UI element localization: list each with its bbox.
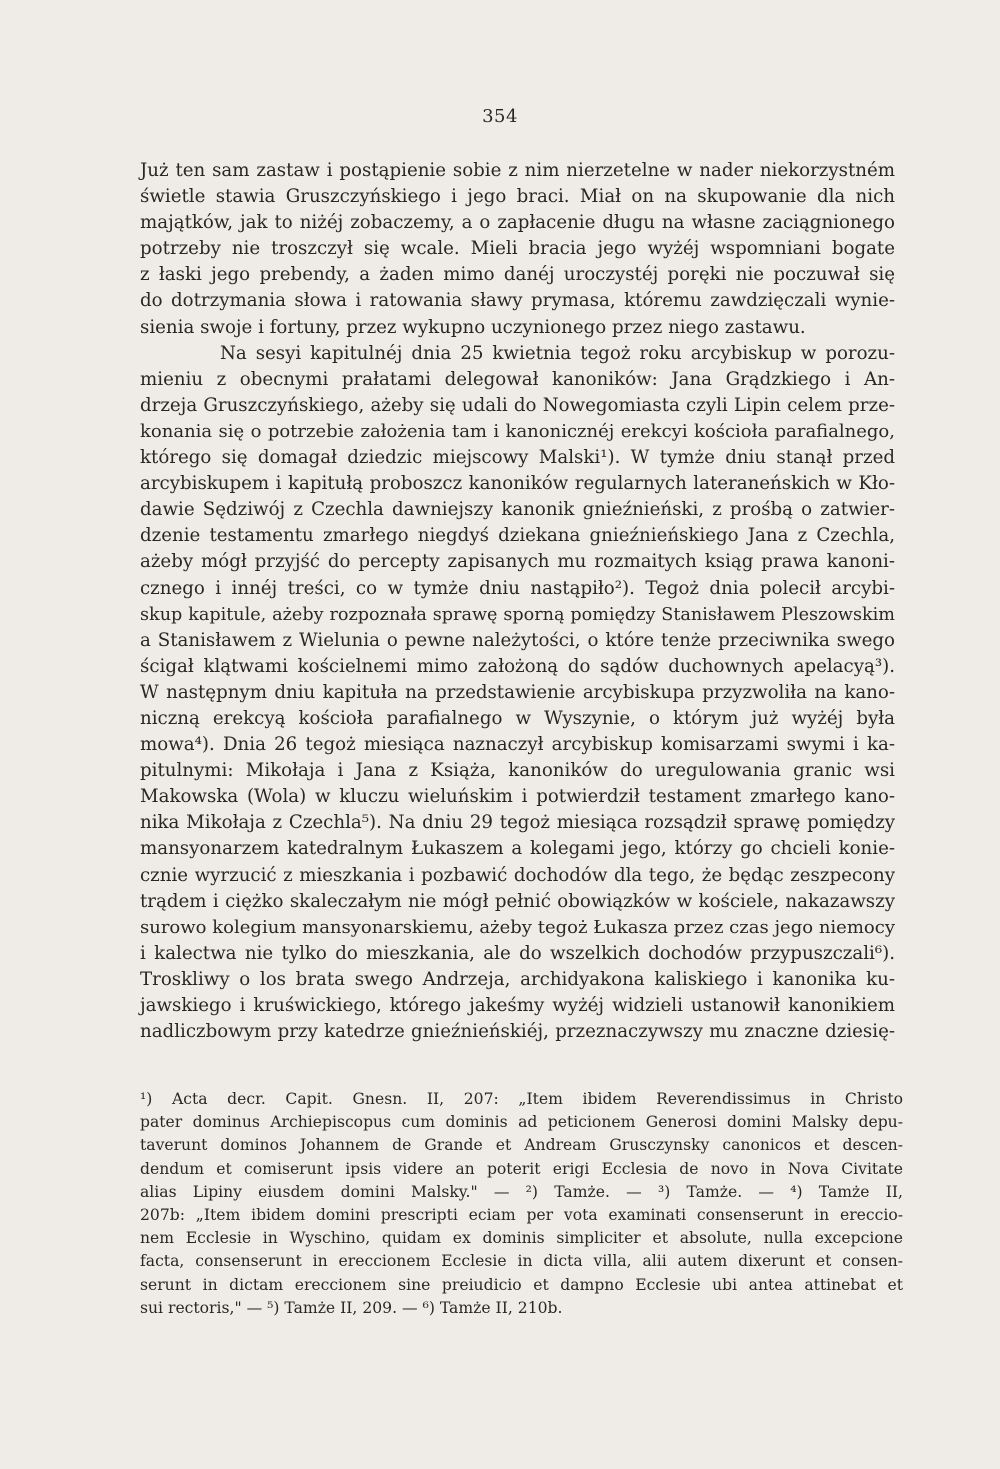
body-text-line: cznego i innéj treści, co w tymże dniu nastąpiło²). Tegoż dnia polecił arcybi- [140,577,895,599]
body-text-line: Troskliwy o los brata swego Andrzeja, archidyakona kaliskiego i kanonika ku- [140,968,895,990]
body-text-line: którego się domagał dziedzic miejscowy Malski¹). W tymże dniu stanął przed [140,447,895,469]
body-text-line: Już ten sam zastaw i postąpienie sobie z nim nierzetelne w nader niekorzystném [140,160,895,181]
body-text-line: Na sesyi kapitulnéj dnia 25 kwietnia tegoż roku arcybiskup w porozu- [220,342,895,364]
footnote-line: serunt in dictam ereccionem sine preiudicio et dampno Ecclesie ubi antea attinebat et [140,1275,903,1294]
body-text-line: trądem i ciężko skaleczałym nie mógł pełnić obowiązków w kościele, nakazawszy [140,890,895,912]
body-text-line: do dotrzymania słowa i ratowania sławy prymasa, któremu zawdzięczali wynie- [140,290,895,312]
body-text [140,158,895,1045]
body-text-line: arcybiskupem i kapitułą proboszcz kanoników regularnych lateraneńskich w Kło- [140,473,895,495]
body-text-line: cznie wyrzucić z mieszkania i pozbawić dochodów dla tego, że będąc zeszpecony [140,864,895,886]
body-text-line: niczną erekcyą kościoła parafialnego w Wyszynie, o którym już wyżéj była [140,707,895,729]
body-text-line: nadliczbowym przy katedrze gnieźnieńskiéj, przeznaczywszy mu znaczne dziesię- [140,1021,895,1043]
footnotes [140,1088,903,1320]
footnote-line: alias Lipiny eiusdem domini Malsky." — ²) Tamże. — ³) Tamże. — ⁴) Tamże II, [140,1182,903,1201]
body-text-line: dawie Sędziwój z Czechla dawniejszy kanonik gnieźnieński, z prośbą o zatwier- [140,499,895,521]
footnote-line: facta, consenserunt in ereccionem Ecclesie in dicta villa, alii autem dixerunt et consen- [140,1252,903,1271]
body-text-line: potrzeby nie troszczył się wcale. Mieli bracia jego wyżéj wspomniani bogate [140,238,895,260]
body-text-line: konania się o potrzebie założenia tam i kanonicznéj erekcyi kościoła parafialnego, [140,420,895,442]
body-text-line: Makowska (Wola) w kluczu wieluńskim i potwierdził testament zmarłego kano- [140,786,895,808]
page-number: 354 [482,106,518,127]
body-text-line: surowo kolegium mansyonarskiemu, ażeby tegoż Łukasza przez czas jego niemocy [140,916,895,938]
body-text-line: dzenie testamentu zmarłego niegdyś dziekana gnieźnieńskiego Jana z Czechla, [140,525,895,547]
body-text-line: ażeby mógł przyjść do percepty zapisanych mu rozmaitych ksiąg prawa kanoni- [140,551,895,573]
body-text-line: drzeja Gruszczyńskiego, ażeby się udali do Nowegomiasta czyli Lipin celem prze- [140,394,895,416]
body-text-line: nika Mikołaja z Czechla⁵). Na dniu 29 tegoż miesiąca rozsądził sprawę pomiędzy [140,812,895,834]
body-text-line: sienia swoje i fortuny, przez wykupno uczynionego przez niego zastawu. [140,316,806,338]
body-text-line: pitulnymi: Mikołaja i Jana z Książa, kanoników do uregulowania granic wsi [140,760,895,782]
body-text-line: mansyonarzem katedralnym Łukaszem a kolegami jego, którzy go chcieli konie- [140,838,895,860]
body-text-line: a Stanisławem z Wielunia o pewne należytości, o które tenże przeciwnika swego [140,629,895,651]
body-text-line: majątków, jak to niżéj zobaczemy, a o zapłacenie długu na własne zaciągnionego [140,212,895,234]
footnote-line: taverunt dominos Johannem de Grande et Andream Grusczynsky canonicos et descen- [140,1136,903,1155]
body-text-line: W następnym dniu kapituła na przedstawienie arcybiskupa przyzwoliła na kano- [140,681,895,703]
body-text-line: mowa⁴). Dnia 26 tegoż miesiąca naznaczył arcybiskup komisarzami swymi i ka- [140,734,895,756]
body-text-line: skup kapitule, ażeby rozpoznała sprawę sporną pomiędzy Stanisławem Pleszowskim [140,604,895,625]
footnote-line: ¹) Acta decr. Capit. Gnesn. II, 207: „Item ibidem Reverendissimus in Christo [140,1090,903,1108]
body-text-line: jawskiego i kruświckiego, którego jakeśmy wyżéj widzieli ustanowił kanonikiem [140,995,895,1016]
body-text-line: i kalectwa nie tylko do mieszkania, ale do wszelkich dochodów przypuszczali⁶). [140,942,895,964]
body-text-line: świetle stawia Gruszczyńskiego i jego braci. Miał on na skupowanie dla nich [140,186,895,208]
footnote-line: nem Ecclesie in Wyschino, quidam ex dominis simpliciter et absolute, nulla excepcione [140,1229,903,1248]
footnote-line: dendum et comiserunt ipsis videre an poterit erigi Ecclesia de novo in Nova Civitate [140,1159,903,1178]
footnote-line: 207b: „Item ibidem domini prescripti eciam per vota examinati consenserunt in ereccio- [140,1206,903,1225]
body-text-line: mieniu z obecnymi prałatami delegował kanoników: Jana Grądzkiego i An- [140,368,895,390]
footnote-line: sui rectoris," — ⁵) Tamże II, 209. — ⁶) Tamże II, 210b. [140,1298,563,1317]
footnote-line: pater dominus Archiepiscopus cum dominis ad peticionem Generosi domini Malsky depu- [140,1113,903,1132]
body-text-line: z łaski jego prebendy, a żaden mimo danéj uroczystéj poręki nie poczuwał się [140,264,895,286]
body-text-line: ścigał klątwami kościelnemi mimo założoną do sądów duchownych apelacyą³). [140,655,895,677]
